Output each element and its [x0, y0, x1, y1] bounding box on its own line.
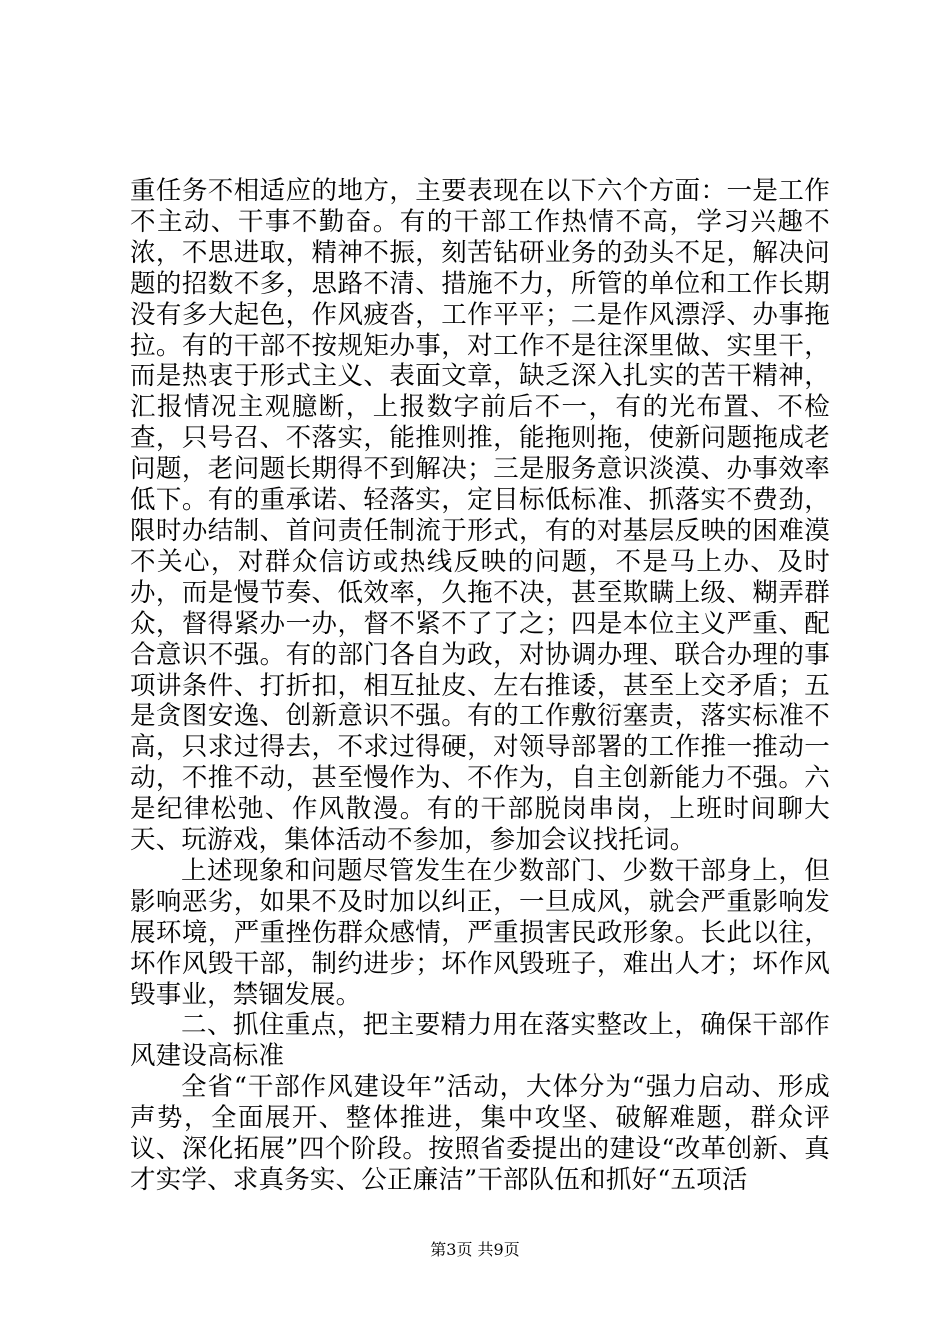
paragraph-2: 上述现象和问题尽管发生在少数部门、少数干部身上，但影响恶劣，如果不及时加以纠正，一旦成风，就会严重影响发展环境，严重挫伤群众感情，严重损害民政形象。长此以往，坏作风毁干部，制约进步；坏作风毁班子，难出人才；坏作风毁事业，禁锢发展。: [130, 855, 830, 1010]
section-heading: 二、抓住重点，把主要精力用在落实整改上，确保干部作风建设高标准: [130, 1010, 830, 1072]
paragraph-3: 全省“干部作风建设年”活动，大体分为“强力启动、形成声势，全面展开、整体推进，集中攻坚、破解难题，群众评议、深化拓展”四个阶段。按照省委提出的建设“改革创新、真才实学、求真务实、公正廉洁”干部队伍和抓好“五项活: [130, 1072, 830, 1195]
document-body: [130, 176, 830, 1196]
page-number-footer: 第3页 共9页: [430, 1240, 520, 1259]
paragraph-1: 重任务不相适应的地方，主要表现在以下六个方面：一是工作不主动、干事不勤奋。有的干部工作热情不高，学习兴趣不浓，不思进取，精神不振，刻苦钻研业务的劲头不足，解决问题的招数不多，思路不清、措施不力，所管的单位和工作长期没有多大起色，作风疲沓，工作平平；二是作风漂浮、办事拖拉。有的干部不按规矩办事，对工作不是往深里做、实里干，而是热衷于形式主义、表面文章，缺乏深入扎实的苦干精神，汇报情况主观臆断，上报数字前后不一，有的光布置、不检查，只号召、不落实，能推则推，能拖则拖，使新问题拖成老问题，老问题长期得不到解决；三是服务意识淡漠、办事效率低下。有的重承诺、轻落实，定目标低标准、抓落实不费劲，限时办结制、首问责任制流于形式，有的对基层反映的困难漠不关心，对群众信访或热线反映的问题，不是马上办、及时办，而是慢节奏、低效率，久拖不决，甚至欺瞒上级、糊弄群众，督得紧办一办，督不紧不了了之；四是本位主义严重、配合意识不强。有的部门各自为政，对协调办理、联合办理的事项讲条件、打折扣，相互扯皮、左右推诿，甚至上交矛盾；五是贪图安逸、创新意识不强。有的工作敷衍塞责，落实标准不高，只求过得去，不求过得硬，对领导部署的工作推一推动一动，不推不动，甚至慢作为、不作为，自主创新能力不强。六是纪律松弛、作风散漫。有的干部脱岗串岗，上班时间聊大天、玩游戏，集体活动不参加，参加会议找托词。: [130, 176, 830, 856]
